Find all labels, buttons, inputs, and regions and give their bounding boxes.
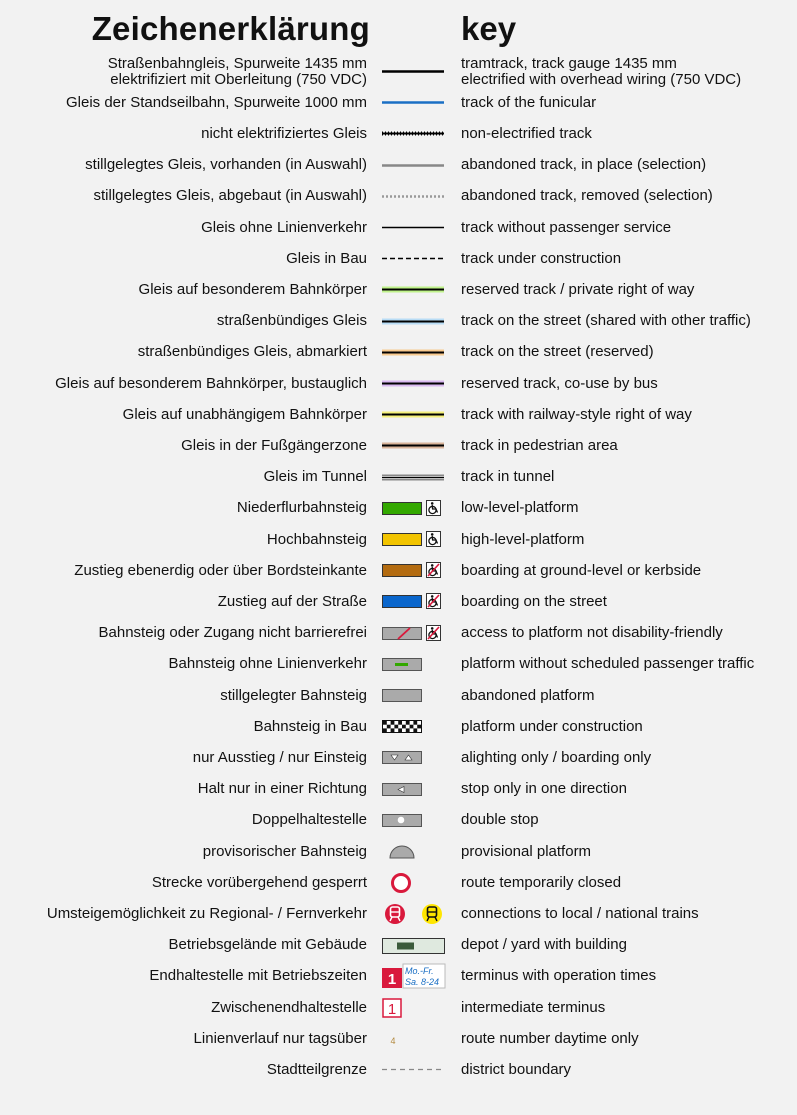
label-de: [203, 836, 367, 867]
legend-row-closed: [0, 867, 797, 898]
label-de-line: straßenbündiges Gleis: [216, 312, 367, 330]
label-de-line: provisorischer Bahnsteig: [202, 842, 367, 860]
label-de: [193, 742, 367, 773]
title-de: Zeichenerklärung: [91, 10, 370, 47]
label-de-line: Niederflurbahnsteig: [236, 499, 367, 517]
on-street-symbol: [380, 586, 446, 617]
label-en-line: alighting only / boarding only: [461, 748, 652, 766]
label-de: [237, 493, 367, 524]
legend-row-high-platform: [0, 524, 797, 555]
low-platform-symbol: [380, 493, 446, 524]
street-reserved-symbol: [380, 337, 446, 368]
label-en-line: electrified with overhead wiring (750 VDC): [461, 70, 742, 88]
platform-no-service-symbol: [380, 649, 446, 680]
terminus-symbol: [380, 961, 446, 992]
label-de: [149, 961, 367, 992]
label-en: [461, 243, 621, 274]
label-de: [217, 306, 367, 337]
label-en-line: track without passenger service: [461, 218, 672, 236]
label-en: [461, 462, 554, 493]
reserved-bus-symbol: [380, 368, 446, 399]
legend-row-abandoned-removed: [0, 181, 797, 212]
alight-board-symbol: [380, 742, 446, 773]
legend-row-tramtrack: [0, 56, 797, 87]
legend-row-pedestrian: [0, 430, 797, 461]
label-de-line: Stadtteilgrenze: [266, 1060, 367, 1078]
legend-row-no-service: [0, 212, 797, 243]
label-en: [461, 493, 579, 524]
svg-text:Mo.-Fr.: Mo.-Fr.: [405, 965, 434, 976]
label-en: [461, 555, 701, 586]
connections-symbol: [380, 898, 446, 929]
legend-row-funicular: [0, 87, 797, 118]
label-en-line: intermediate terminus: [461, 998, 606, 1016]
label-en: [461, 337, 654, 368]
non-electrified-symbol: [380, 118, 446, 149]
label-de-line: stillgelegtes Gleis, abgebaut (in Auswahl): [93, 187, 367, 205]
platform-construction-symbol: [380, 711, 446, 742]
svg-text:1: 1: [387, 970, 397, 988]
label-en: [461, 992, 605, 1023]
label-en: [461, 56, 741, 87]
label-en-line: boarding at ground-level or kerbside: [461, 561, 702, 579]
legend-row-terminus: [0, 961, 797, 992]
label-de-line: nur Ausstieg / nur Einsteig: [192, 748, 367, 766]
label-en-line: connections to local / national trains: [461, 904, 699, 922]
legend-row-street: [0, 306, 797, 337]
label-en: [461, 649, 754, 680]
legend-row-low-platform: [0, 493, 797, 524]
label-de-line: Gleis auf unabhängigem Bahnkörper: [122, 405, 367, 423]
label-de: [254, 711, 367, 742]
street-symbol: [380, 306, 446, 337]
svg-text:1: 1: [387, 1001, 397, 1018]
legend-row-alight-board: [0, 742, 797, 773]
legend-row-not-accessible: [0, 618, 797, 649]
funicular-symbol: [380, 87, 446, 118]
label-de: [286, 243, 367, 274]
legend-row-reserved-bus: [0, 368, 797, 399]
label-en-line: route temporarily closed: [461, 873, 622, 891]
label-de: [220, 680, 367, 711]
label-en-line: platform under construction: [461, 717, 643, 735]
ground-level-symbol: [380, 555, 446, 586]
label-en: [461, 680, 594, 711]
label-en-line: abandoned platform: [461, 686, 595, 704]
label-de-line: Gleis in Bau: [286, 249, 367, 267]
platform-abandoned-symbol: [380, 680, 446, 711]
label-de-line: Gleis in der Fußgängerzone: [181, 436, 367, 454]
label-de-line: Halt nur in einer Richtung: [197, 780, 367, 798]
label-de-line: Endhaltestelle mit Betriebszeiten: [149, 967, 367, 985]
label-en: [461, 1023, 639, 1054]
label-de-line: stillgelegter Bahnsteig: [220, 686, 367, 704]
legend-row-connections: [0, 898, 797, 929]
label-en-line: reserved track, co-use by bus: [461, 374, 658, 392]
label-de-line: Hochbahnsteig: [266, 530, 367, 548]
legend-row-platform-abandoned: [0, 680, 797, 711]
label-de-line: Strecke vorübergehend gesperrt: [151, 873, 367, 891]
label-en-line: non-electrified track: [461, 124, 592, 142]
label-en-line: tramtrack, track gauge 1435 mm: [461, 54, 677, 72]
label-de: [66, 87, 367, 118]
one-direction-symbol: [380, 774, 446, 805]
not-accessible-symbol: [380, 618, 446, 649]
label-en: [461, 805, 539, 836]
label-de: [169, 930, 367, 961]
label-en-line: abandoned track, removed (selection): [461, 187, 713, 205]
label-de-line: straßenbündiges Gleis, abmarkiert: [137, 343, 367, 361]
label-en-line: abandoned track, in place (selection): [461, 156, 707, 174]
label-en-line: route number daytime only: [461, 1029, 639, 1047]
legend-row-abandoned-in-place: [0, 150, 797, 181]
label-en-line: depot / yard with building: [461, 936, 627, 954]
legend-row-non-electrified: [0, 118, 797, 149]
title-en: key: [461, 10, 517, 47]
legend-row-platform-no-service: [0, 649, 797, 680]
label-de-line: nicht elektrifiziertes Gleis: [201, 124, 367, 142]
district-symbol: [380, 1054, 446, 1085]
provisional-symbol: [380, 836, 446, 867]
pedestrian-symbol: [380, 430, 446, 461]
label-de-line: Linienverlauf nur tagsüber: [193, 1029, 367, 1047]
label-en-line: track on the street (reserved): [461, 343, 654, 361]
label-en: [461, 87, 596, 118]
legend-row-reserved: [0, 274, 797, 305]
reserved-symbol: [380, 274, 446, 305]
label-en: [461, 368, 658, 399]
label-de: [267, 1054, 367, 1085]
label-de: [85, 150, 367, 181]
label-en-line: provisional platform: [461, 842, 592, 860]
label-en-line: low-level-platform: [461, 499, 579, 517]
label-en: [461, 898, 699, 929]
label-en-line: high-level-platform: [461, 530, 585, 548]
label-en: [461, 150, 706, 181]
legend-row-provisional: [0, 836, 797, 867]
label-de-line: elektrifiziert mit Oberleitung (750 VDC): [110, 70, 367, 88]
label-en: [461, 961, 656, 992]
label-de: [139, 274, 367, 305]
label-en: [461, 274, 694, 305]
tramtrack-symbol: [380, 56, 446, 87]
label-en: [461, 181, 713, 212]
intermediate-symbol: [380, 992, 446, 1023]
legend-row-street-reserved: [0, 337, 797, 368]
label-en-line: access to platform not disability-friendly: [461, 624, 723, 642]
label-de-line: Gleis auf besonderem Bahnkörper, bustauglich: [55, 374, 367, 392]
label-en: [461, 1054, 571, 1085]
label-de-line: Zwischenendhaltestelle: [211, 998, 367, 1016]
label-de: [94, 181, 368, 212]
label-de: [201, 212, 367, 243]
label-de-line: Bahnsteig oder Zugang nicht barrierefrei: [98, 624, 367, 642]
label-en: [461, 118, 592, 149]
label-de: [152, 867, 367, 898]
label-en-line: district boundary: [461, 1060, 572, 1078]
depot-symbol: [380, 930, 446, 961]
label-de-line: Bahnsteig in Bau: [253, 717, 367, 735]
construction-symbol: [380, 243, 446, 274]
label-de: [47, 898, 367, 929]
label-de-line: stillgelegtes Gleis, vorhanden (in Auswahl): [85, 156, 367, 174]
label-de: [108, 56, 367, 87]
label-en: [461, 867, 621, 898]
no-service-symbol: [380, 212, 446, 243]
abandoned-in-place-symbol: [380, 150, 446, 181]
label-en-line: track on the street (shared with other traffic): [461, 312, 751, 330]
label-de: [211, 992, 367, 1023]
label-de-line: Zustieg ebenerdig oder über Bordsteinkante: [74, 561, 367, 579]
legend-row-on-street: [0, 586, 797, 617]
daytime-symbol: [380, 1023, 446, 1054]
label-en-line: track under construction: [461, 249, 622, 267]
label-en: [461, 586, 607, 617]
legend-row-ground-level: [0, 555, 797, 586]
label-de: [123, 399, 367, 430]
label-de-line: Gleis auf besonderem Bahnkörper: [138, 280, 367, 298]
svg-text:4: 4: [390, 1036, 396, 1047]
label-en-line: track in pedestrian area: [461, 436, 618, 454]
label-en: [461, 618, 723, 649]
label-en: [461, 306, 751, 337]
label-de-line: Doppelhaltestelle: [251, 811, 367, 829]
label-en-line: track of the funicular: [461, 93, 597, 111]
label-de: [198, 774, 367, 805]
label-de-line: Gleis ohne Linienverkehr: [201, 218, 367, 236]
label-en: [461, 524, 584, 555]
legend-row-intermediate: [0, 992, 797, 1023]
label-de: [99, 618, 368, 649]
label-de: [181, 430, 367, 461]
label-de-line: Straßenbahngleis, Spurweite 1435 mm: [107, 54, 367, 72]
railway-style-symbol: [380, 399, 446, 430]
legend-row-district: [0, 1054, 797, 1085]
label-de: [218, 586, 367, 617]
svg-text:Sa. 8-24: Sa. 8-24: [405, 976, 440, 987]
label-de-line: Betriebsgelände mit Gebäude: [168, 936, 367, 954]
label-de: [267, 524, 367, 555]
label-de-line: Umsteigemöglichkeit zu Regional- / Fernverkehr: [46, 904, 367, 922]
label-en: [461, 774, 627, 805]
label-de-line: Gleis der Standseilbahn, Spurweite 1000 mm: [66, 93, 367, 111]
label-de: [194, 1023, 367, 1054]
label-en-line: platform without scheduled passenger traffic: [461, 655, 755, 673]
label-en: [461, 430, 618, 461]
label-en: [461, 711, 643, 742]
label-en: [461, 836, 591, 867]
label-de: [264, 462, 367, 493]
label-en-line: track in tunnel: [461, 468, 555, 486]
high-platform-symbol: [380, 524, 446, 555]
legend-row-tunnel: [0, 462, 797, 493]
label-de: [252, 805, 367, 836]
label-en: [461, 742, 651, 773]
label-en-line: double stop: [461, 811, 539, 829]
closed-symbol: [380, 867, 446, 898]
label-de: [169, 649, 367, 680]
legend-row-construction: [0, 243, 797, 274]
label-de-line: Bahnsteig ohne Linienverkehr: [168, 655, 367, 673]
label-en: [461, 212, 671, 243]
label-en-line: reserved track / private right of way: [461, 280, 695, 298]
legend-row-double-stop: [0, 805, 797, 836]
label-de-line: Gleis im Tunnel: [263, 468, 367, 486]
label-de: [138, 337, 367, 368]
label-en: [461, 930, 627, 961]
legend-row-railway-style: [0, 399, 797, 430]
label-en-line: track with railway-style right of way: [461, 405, 692, 423]
label-en: [461, 399, 692, 430]
tunnel-symbol: [380, 462, 446, 493]
abandoned-removed-symbol: [380, 181, 446, 212]
label-de: [55, 368, 367, 399]
label-de-line: Zustieg auf der Straße: [217, 592, 367, 610]
label-de: [74, 555, 367, 586]
double-stop-symbol: [380, 805, 446, 836]
legend-row-platform-construction: [0, 711, 797, 742]
legend-row-depot: [0, 930, 797, 961]
label-de: [201, 118, 367, 149]
label-en-line: stop only in one direction: [461, 780, 627, 798]
legend-row-one-direction: [0, 774, 797, 805]
label-en-line: boarding on the street: [461, 592, 607, 610]
label-en-line: terminus with operation times: [461, 967, 657, 985]
legend-row-daytime: [0, 1023, 797, 1054]
